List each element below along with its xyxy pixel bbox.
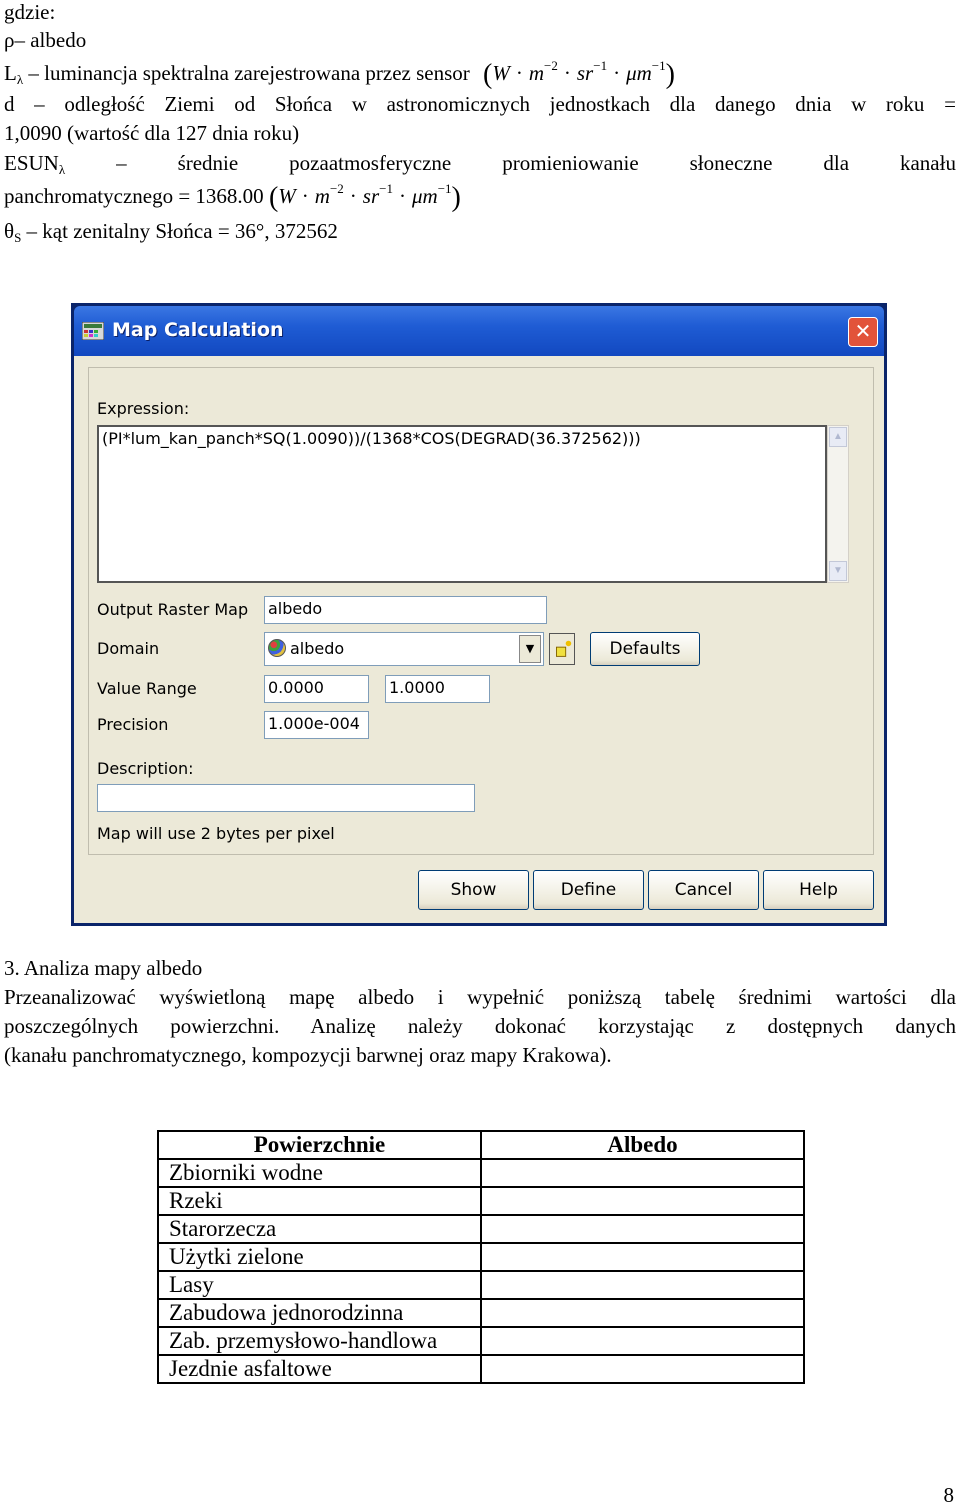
close-button[interactable] [848, 317, 878, 347]
albedo-cell [481, 1187, 804, 1215]
albedo-cell [481, 1159, 804, 1187]
range-min-input[interactable]: 0.0000 [264, 675, 369, 703]
surface-cell: Jezdnie asfaltowe [158, 1355, 481, 1383]
header-surfaces: Powierzchnie [158, 1131, 481, 1159]
new-item-icon [550, 634, 574, 664]
distance-definition: d – odległość Ziemi od Słońca w astronomicznych jednostkach dla danego dnia w roku = [4, 92, 956, 116]
header-albedo: Albedo [481, 1131, 804, 1159]
chevron-down-icon: ▼ [833, 565, 843, 576]
page-number: 8 [943, 1483, 954, 1507]
table-row [158, 1159, 804, 1187]
albedo-cell [481, 1327, 804, 1355]
rho-definition: ρ– albedo [4, 28, 87, 52]
scroll-up-button[interactable] [829, 427, 847, 447]
palette-icon [268, 639, 286, 657]
range-max-input[interactable]: 1.0000 [385, 675, 490, 703]
table-row [158, 1215, 804, 1243]
dialog-title: Map Calculation [112, 319, 284, 341]
domain-label: Domain [97, 639, 160, 658]
distance-value: 1,0090 (wartość dla 127 dnia roku) [4, 121, 300, 145]
precision-label: Precision [97, 715, 169, 734]
domain-select[interactable]: albedo ▼ [264, 632, 544, 666]
expression-input[interactable]: (PI*lum_kan_panch*SQ(1.0090))/(1368*COS(DEGRAD(36.372562))) [97, 425, 827, 583]
surface-cell: Użytki zielone [158, 1243, 481, 1271]
description-label: Description: [97, 759, 194, 778]
l-symbol: L [4, 61, 17, 85]
luminance-unit: $(W \cdot m^{-2} \cdot sr^{-1} \cdot \mu m^{-1})$ [483, 58, 675, 90]
surface-cell: Rzeki [158, 1187, 481, 1215]
expression-label: Expression: [97, 399, 190, 418]
table-row [158, 1299, 804, 1327]
l-subscript: λ [16, 72, 24, 87]
help-button[interactable]: Help [763, 870, 874, 910]
defaults-button[interactable]: Defaults [590, 632, 700, 666]
description-input[interactable] [97, 784, 475, 812]
albedo-cell [481, 1355, 804, 1383]
table-row [158, 1243, 804, 1271]
albedo-cell [481, 1215, 804, 1243]
surface-cell: Zbiorniki wodne [158, 1159, 481, 1187]
chevron-up-icon: ▲ [833, 431, 843, 442]
surface-cell: Lasy [158, 1271, 481, 1299]
scroll-down-button[interactable] [829, 561, 847, 581]
albedo-cell [481, 1299, 804, 1327]
paragraph-line-1: Przeanalizować wyświetloną mapę albedo i wypełnić poniższą tabelę średnimi wartości dla [4, 985, 956, 1009]
paragraph-line-3: (kanału panchromatycznego, kompozycji barwnej oraz mapy Krakowa). [4, 1043, 612, 1067]
expression-scrollbar[interactable] [827, 425, 849, 583]
dialog-client [74, 356, 884, 923]
map-calculation-dialog [71, 303, 887, 926]
esun-definition: $ESUN_\lambda$ – średnie pozaatmosferyczne promieniowanie słoneczne dla kanału [4, 151, 956, 177]
dialog-titlebar[interactable] [74, 306, 884, 356]
dropdown-arrow-button[interactable] [519, 635, 541, 663]
esun-unit: $(W \cdot m^{-2} \cdot sr^{-1} \cdot \mu m^{-1})$ [268, 181, 461, 213]
albedo-table [157, 1130, 805, 1384]
value-range-label: Value Range [97, 679, 197, 698]
section-title: 3. Analiza mapy albedo [4, 956, 203, 980]
table-row [158, 1355, 804, 1383]
l-description: – luminancja spektralna zarejestrowana przez sensor [23, 61, 470, 85]
table-row [158, 1187, 804, 1215]
define-button[interactable]: Define [533, 870, 644, 910]
albedo-cell [481, 1271, 804, 1299]
bytes-per-pixel-info: Map will use 2 bytes per pixel [97, 824, 335, 843]
output-raster-map-input[interactable]: albedo [264, 596, 547, 624]
show-button[interactable]: Show [418, 870, 529, 910]
chevron-down-icon: ▼ [525, 642, 535, 655]
paragraph-line-2: poszczególnych powierzchni. Analizę należy dokonać korzystając z dostępnych danych [4, 1014, 956, 1038]
close-icon: ✕ [854, 319, 872, 343]
theta-definition: $\theta_S$ – kąt zenitalny Słońca = 36°, 372562 [4, 219, 338, 245]
precision-input[interactable]: 1.000e-004 [264, 711, 369, 739]
intro-text: gdzie: [4, 0, 56, 24]
domain-create-button[interactable] [549, 633, 575, 665]
albedo-cell [481, 1243, 804, 1271]
cancel-button[interactable]: Cancel [648, 870, 759, 910]
output-raster-map-label: Output Raster Map [97, 600, 249, 619]
surface-cell: Zabudowa jednorodzinna [158, 1299, 481, 1327]
table-header-row [158, 1131, 804, 1159]
luminance-definition [4, 58, 675, 91]
surface-cell: Starorzecza [158, 1215, 481, 1243]
calculator-icon [82, 322, 104, 340]
table-row [158, 1271, 804, 1299]
surface-cell: Zab. przemysłowo-handlowa [158, 1327, 481, 1355]
form-panel [88, 367, 874, 855]
esun-value: panchromatycznego = 1368.00 $(W \cdot m^{-2} \cdot sr^{-1} \cdot \mu m^{-1})$ [4, 181, 461, 213]
table-row [158, 1327, 804, 1355]
